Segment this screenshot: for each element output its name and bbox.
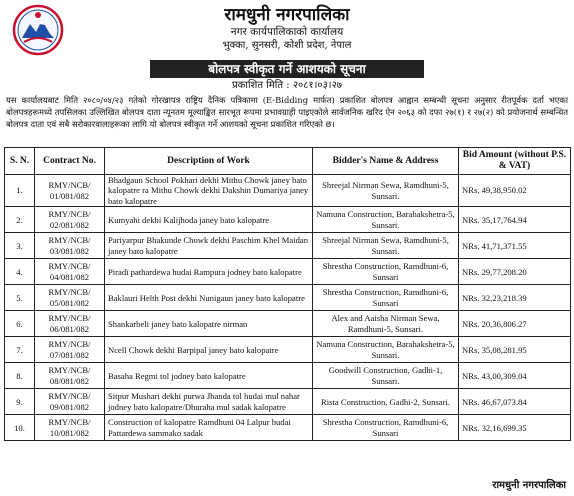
row-contract-no: RMY/NCB/ 02/081/082 — [35, 207, 105, 233]
row-bidder: Namuna Construction, Barahakshetra-5, Sunsari. — [313, 207, 459, 233]
row-description: Kumyahi dekhi Kalijhoda janey bato kalopatre — [105, 207, 313, 233]
row-amount: NRs. 49,38,950.02 — [459, 175, 571, 207]
row-description: Sitpur Mushari dekhi purwa Jhanda tol hudai mul nahar jodney bato kalopatre/Dhuraha mul sadak kalopatre — [105, 389, 313, 415]
org-subtitle: नगर कार्यपालिकाको कार्यालय — [230, 26, 344, 38]
row-contract-no: RMY/NCB/ 06/081/082 — [35, 311, 105, 337]
row-contract-no: RMY/NCB/ 03/081/082 — [35, 233, 105, 259]
row-bidder: Shreejal Nirman Sewa, Ramdhuni-5, Sunsari. — [313, 233, 459, 259]
row-bidder: Namuna Construction, Barahakshetra-5, Sunsari. — [313, 337, 459, 363]
table-row — [5, 285, 571, 311]
footer-signature: रामधुनी नगरपालिका — [492, 480, 566, 491]
row-bidder: Rista Construction, Gadhi-2, Sunsari. — [313, 389, 459, 415]
bid-table-header — [5, 148, 571, 175]
row-description: Shankarbeli janey bato kalopatre nirman — [105, 311, 313, 337]
row-description: Bhadgaun School Pokhari dekhi Mithu Chowk janey bato kalopatre ra Mithu Chowk dekhi Dakshin Dumariya janey bato kalopatre — [105, 175, 313, 207]
table-row — [5, 311, 571, 337]
row-contract-no: RMY/NCB/ 01/081/082 — [35, 175, 105, 207]
row-amount: NRs. 46,67,073.84 — [459, 389, 571, 415]
table-row — [5, 233, 571, 259]
header-sn: S. N. — [5, 148, 35, 175]
row-description: Baklauri Helth Post dekhi Nunigaun janey bato kalopatre — [105, 285, 313, 311]
row-sn: 1. — [5, 175, 35, 207]
table-row — [5, 175, 571, 207]
row-bidder: Shrestha Construction, Ramdhuni-6, Sunsari — [313, 415, 459, 441]
row-description: Basaha Regmi tol jodney bato kalopatre — [105, 363, 313, 389]
row-contract-no: RMY/NCB/ 07/081/082 — [35, 337, 105, 363]
notice-title-banner: बोलपत्र स्वीकृत गर्ने आशयको सूचना — [150, 60, 424, 78]
watermark — [305, 255, 314, 280]
row-bidder: Goodwill Construction, Gadhi-1, Sunsari. — [313, 363, 459, 389]
row-amount: NRs. 35,08,281.95 — [459, 337, 571, 363]
row-sn: 2. — [5, 207, 35, 233]
row-sn: 9. — [5, 389, 35, 415]
header-bidder: Bidder's Name & Address — [313, 148, 459, 175]
row-contract-no: RMY/NCB/ 09/081/082 — [35, 389, 105, 415]
publication-date-label: प्रकाशित मिति : — [231, 80, 290, 91]
intro-paragraph: यस कार्यालयबाट मिति २०८०/०४/२३ गतेको गोरखापत्र राष्ट्रिय दैनिक पत्रिकामा (E-Bidding मार्फत) प्रकाशित बोलपत्र आह्वान सम्बन्धी सूचना अनुसार रीतपूर्वक दर्ता भएका बोलपत्रहरूमध्ये तपसिलका उल्लिखित बोलपत्र दाता न्यूनतम मूल्याङ्कित सारभूत रूपमा प्रभावग्राही पाइएकोले सार्वजनिक खरिद ऐन २०६३ को दफा २७(१) र २७(२) को प्रयोजनार्थ सम्बन्धित बोलपत्र दाता एवं सबै सरोकारवालाहरूका लागि यो बोलपत्र स्वीकृत गर्ने आशयको सूचना प्रकाशित गरिएको छ। — [6, 95, 568, 130]
row-contract-no: RMY/NCB/ 10/081/082 — [35, 415, 105, 441]
row-sn: 8. — [5, 363, 35, 389]
publication-date — [4, 79, 570, 93]
row-amount: NRs. 32,16,699.35 — [459, 415, 571, 441]
org-name: रामधुनी नगरपालिका — [224, 5, 350, 25]
row-bidder: Shrestha Construction, Ramdhuni-6, Sunsari — [313, 285, 459, 311]
row-sn: 7. — [5, 337, 35, 363]
row-sn: 10. — [5, 415, 35, 441]
row-description: Ncell Chowk dekhi Barpipal janey bato kalopatre — [105, 337, 313, 363]
row-amount: NRs. 43,00,309.04 — [459, 363, 571, 389]
row-sn: 4. — [5, 259, 35, 285]
table-row — [5, 207, 571, 233]
row-bidder: Alex and Aaisha Nirman Sewa, Ramdhuni-5, Sunsari. — [313, 311, 459, 337]
bid-table-body — [5, 175, 571, 441]
row-amount: NRs. 20,36,806.27 — [459, 311, 571, 337]
publication-date-value: २०८१।०३।२७ — [292, 80, 342, 91]
org-address: भुक्का, सुनसरी, कोशी प्रदेश, नेपाल — [222, 40, 352, 51]
table-row — [5, 415, 571, 441]
header-contract: Contract No. — [35, 148, 105, 175]
row-description: Pariyarpur Bhakunde Chowk dekhi Paschim Khel Maidan janey bato kalopatre — [105, 233, 313, 259]
bid-table — [4, 147, 571, 441]
row-amount: NRs. 41,71,371.55 — [459, 233, 571, 259]
row-sn: 5. — [5, 285, 35, 311]
row-bidder: Shrestha Construction, Ramdhuni-6, Sunsari — [313, 259, 459, 285]
table-row — [5, 389, 571, 415]
nepal-emblem-icon — [12, 4, 64, 56]
row-amount: NRs. 32,23,218.39 — [459, 285, 571, 311]
row-amount: NRs. 35,17,764.94 — [459, 207, 571, 233]
row-bidder: Shreejal Nirman Sewa, Ramdhuni-5, Sunsari. — [313, 175, 459, 207]
row-contract-no: RMY/NCB/ 04/081/082 — [35, 259, 105, 285]
notice-header — [4, 4, 570, 58]
row-contract-no: RMY/NCB/ 05/081/082 — [35, 285, 105, 311]
header-description: Description of Work — [105, 148, 313, 175]
row-description: Piradi pathardewa hudai Rampura jodney bato kalopatre — [105, 259, 313, 285]
table-row — [5, 259, 571, 285]
table-row — [5, 337, 571, 363]
row-sn: 6. — [5, 311, 35, 337]
row-sn: 3. — [5, 233, 35, 259]
header-amount: Bid Amount (without P.S. & VAT) — [459, 148, 571, 175]
table-row — [5, 363, 571, 389]
row-description: Construction of kalopatre Ramdhuni 04 Lalpur hudai Pattardewa sammako sadak — [105, 415, 313, 441]
row-contract-no: RMY/NCB/ 08/081/082 — [35, 363, 105, 389]
row-amount: NRs. 29,77,208.20 — [459, 259, 571, 285]
